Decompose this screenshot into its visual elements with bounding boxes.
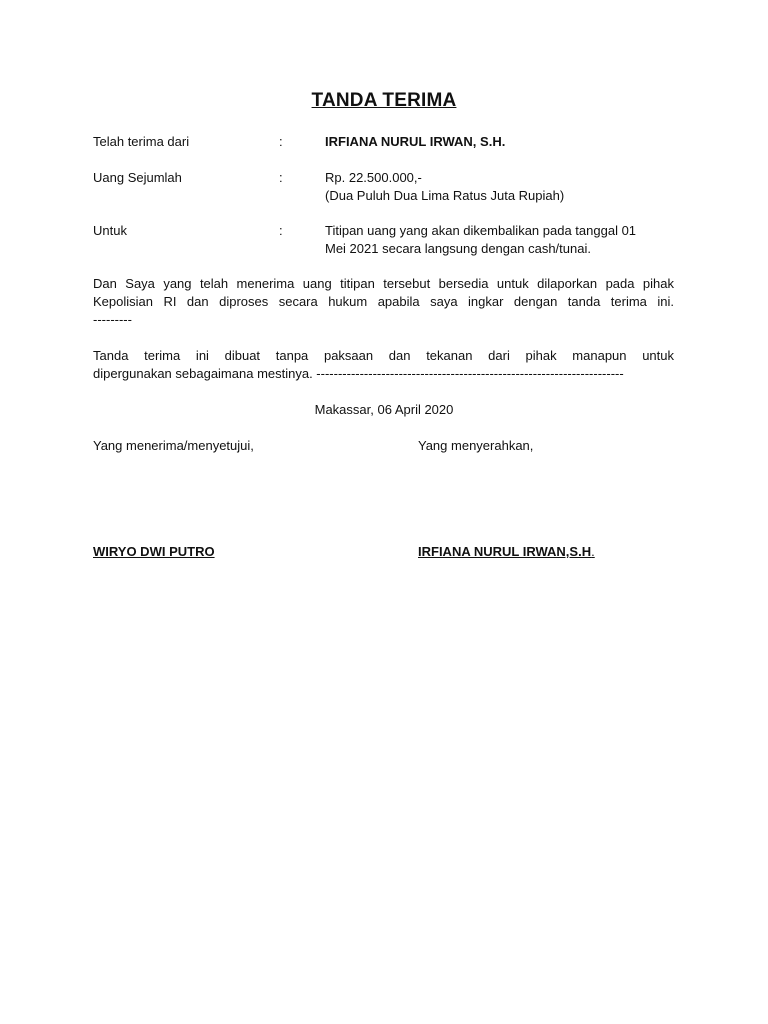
statement-paragraph — [93, 275, 674, 329]
field-value: IRFIANA NURUL IRWAN, S.H. — [325, 134, 506, 149]
field-value — [325, 222, 683, 258]
document-title: TANDA TERIMA — [311, 90, 457, 111]
amount-number: Rp. 22.500.000,- — [325, 170, 422, 185]
field-colon: : — [279, 223, 283, 238]
place-date: Makassar, 06 April 2020 — [314, 402, 454, 417]
amount-words: (Dua Puluh Dua Lima Ratus Juta Rupiah) — [325, 188, 565, 203]
giver-name — [418, 543, 595, 561]
field-label: Uang Sejumlah — [93, 170, 182, 185]
field-colon: : — [279, 170, 283, 185]
purpose-line-1: Titipan uang yang akan dikembalikan pada tanggal 01 — [325, 223, 637, 238]
receiver-name: WIRYO DWI PUTRO — [93, 544, 215, 559]
statement-line-2: Kepolisian RI dan diproses secara hukum apabila saya ingkar dengan tanda terima ini. — [93, 294, 674, 309]
declaration-line-1: Tanda terima ini dibuat tanpa paksaan dan tekanan dari pihak manapun untuk — [93, 348, 674, 363]
declaration-paragraph — [93, 347, 674, 383]
statement-line-1: Dan Saya yang telah menerima uang titipan tersebut bersedia untuk dilaporkan pada pihak — [93, 276, 674, 291]
field-label: Untuk — [93, 223, 127, 238]
purpose-line-2: Mei 2021 secara langsung dengan cash/tunai. — [325, 241, 591, 256]
field-colon: : — [279, 134, 283, 149]
giver-name-text: IRFIANA NURUL IRWAN,S.H — [418, 544, 592, 559]
statement-line-3: --------- — [93, 312, 132, 327]
giver-label: Yang menyerahkan, — [418, 438, 534, 453]
field-value — [325, 169, 683, 205]
declaration-line-2: dipergunakan sebagaimana mestinya. ----------------------------------------------------------------------- — [93, 366, 624, 381]
receiver-label: Yang menerima/menyetujui, — [93, 438, 254, 453]
field-label: Telah terima dari — [93, 134, 190, 149]
giver-name-suffix: . — [591, 544, 595, 559]
